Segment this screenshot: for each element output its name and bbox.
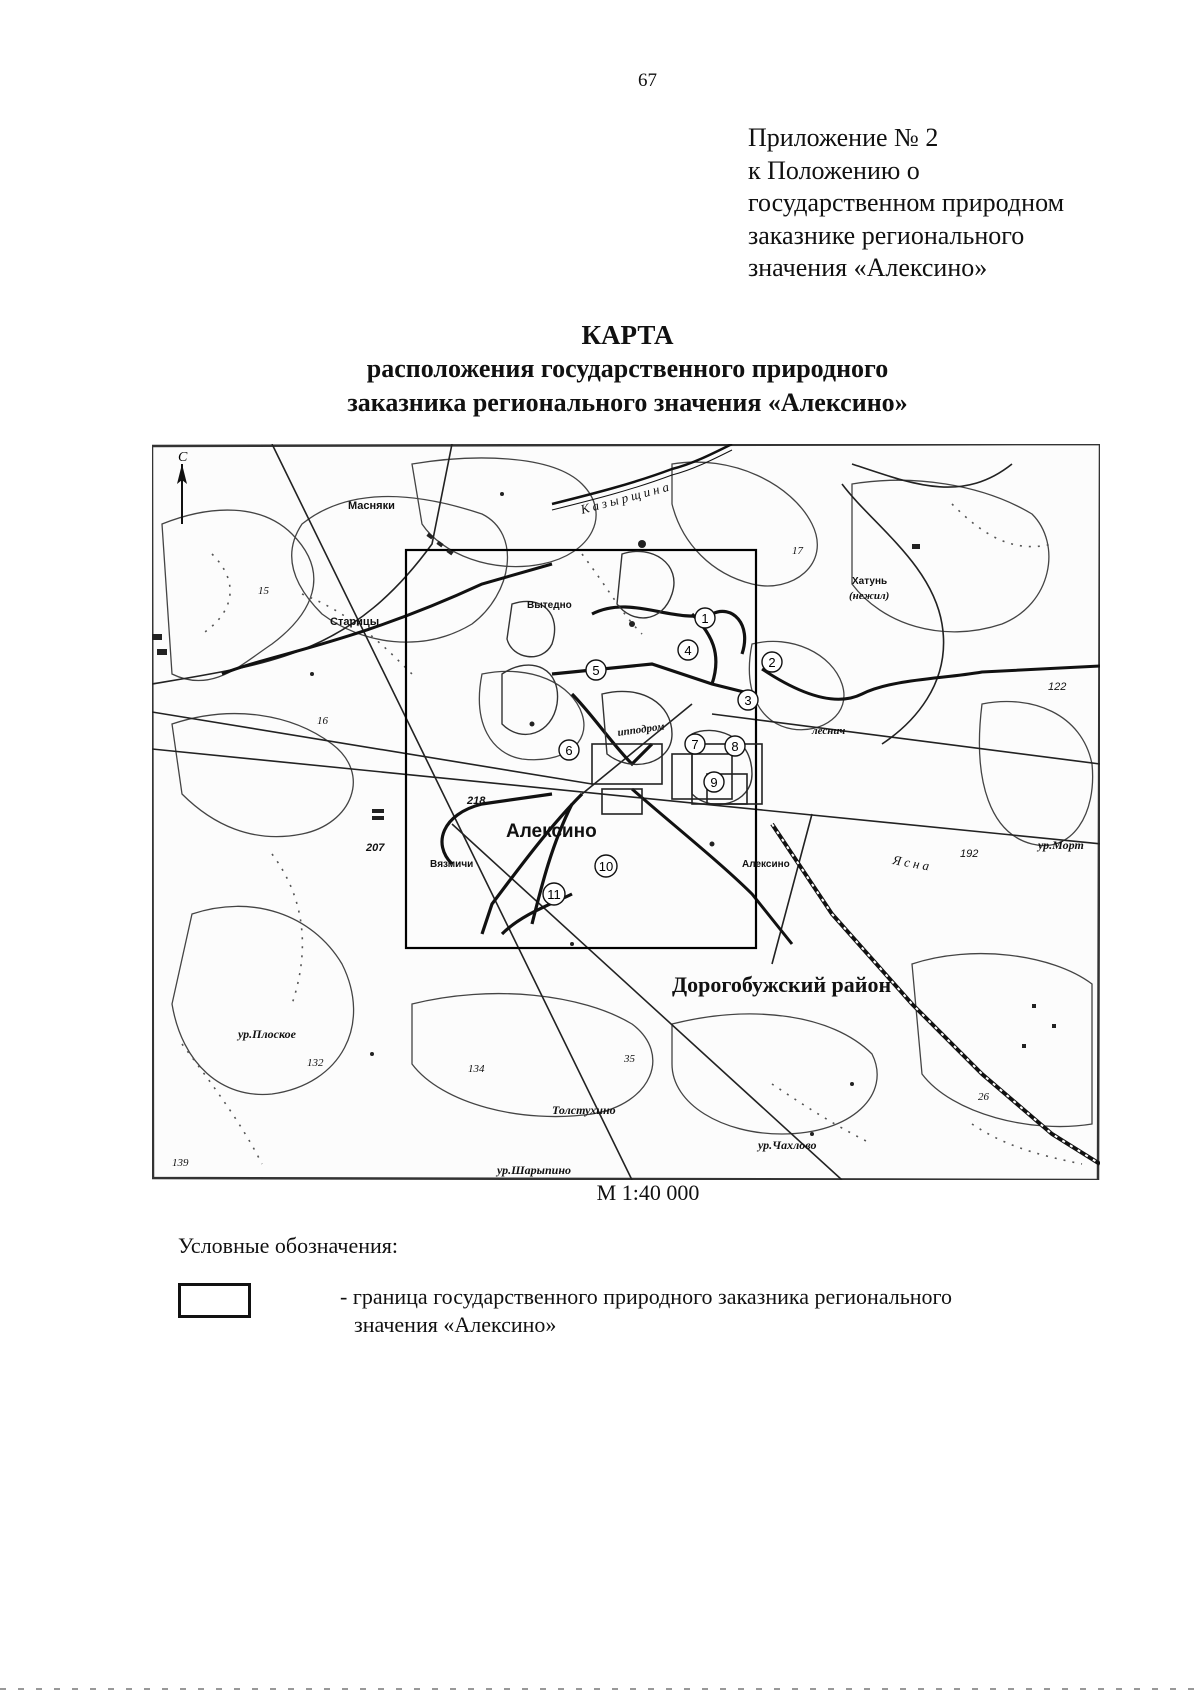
page-bottom-edge [0,1688,1200,1690]
marker-7 [685,734,705,754]
svg-text:8: 8 [731,739,739,754]
label-khatun: Хатунь [852,576,888,587]
map-background [152,444,1100,1180]
elev-139: 139 [172,1157,189,1169]
svg-text:2: 2 [768,655,776,670]
appendix-line: заказнике регионального [748,220,1025,250]
legend-item-line-2: значения «Алексино» [354,1312,557,1337]
label-aleksino-big: Алексино [506,821,597,842]
legend-heading: Условные обозначения: [178,1233,399,1258]
svg-text:10: 10 [598,859,614,874]
marker-11 [543,883,565,905]
legend-item [340,1283,1060,1339]
svg-text:11: 11 [547,887,561,902]
reserve-map [152,444,1100,1180]
marker-5 [586,660,606,680]
elev-132: 132 [307,1057,324,1069]
elev-26: 26 [978,1091,989,1103]
appendix-line: Приложение № 2 [748,123,939,152]
elev-122: 122 [1048,681,1067,693]
svg-text:1: 1 [701,611,709,626]
page-number: 67 [638,70,657,91]
label-district: Дорогобужский район [672,972,892,997]
label-ur-sharypino: ур.Шарыпино [497,1163,572,1177]
document-title [0,318,1200,420]
marker-10 [595,855,617,877]
label-ippodrom: ипподром [616,720,666,739]
svg-text:6: 6 [565,743,573,758]
elev-218: 218 [467,795,486,807]
marker-6 [559,740,579,760]
elev-35: 35 [624,1053,635,1065]
marker-8 [725,736,745,756]
label-yasna: Я с н а [891,852,931,874]
elev-207: 207 [366,842,385,854]
map-scale: М 1:40 000 [596,1180,700,1205]
appendix-line: значения «Алексино» [748,253,988,282]
title-line-3: заказника регионального значения «Алексино» [347,388,908,417]
title-line-2: расположения государственного природного [366,354,889,383]
label-ur-chakhlovo: ур.Чахлово [758,1138,817,1152]
elev-17: 17 [792,545,803,557]
marker-3 [738,690,758,710]
marker-1 [695,608,715,628]
label-aleksino-small: Алексино [742,859,790,870]
label-staritsy: Старицы [330,616,380,628]
svg-text:7: 7 [691,737,699,752]
label-lesnich: леснич [812,725,846,737]
appendix-note [748,122,1178,285]
label-ur-plosskoe: ур.Плоское [238,1027,296,1041]
svg-text:4: 4 [684,643,692,658]
label-masnyaki: Масняки [348,500,395,512]
svg-text:5: 5 [592,663,600,678]
elev-134: 134 [468,1063,485,1075]
elev-15: 15 [258,585,269,597]
marker-9 [704,772,724,792]
title-main: КАРТА [581,320,674,350]
compass-label: С [178,450,188,465]
svg-text:9: 9 [710,775,718,790]
label-kazyrshchina: К а з ы р щ и н а [578,478,671,517]
legend-item-line-1: - граница государственного природного заказника регионального [340,1284,953,1309]
label-vyazmichi: Вязмичи [430,859,474,870]
label-ur-mort: ур.Морт [1038,838,1084,852]
appendix-line: к Положению о [748,155,920,185]
appendix-line: государственном природном [748,188,1065,217]
svg-text:3: 3 [744,693,752,708]
marker-4 [678,640,698,660]
marker-2 [762,652,782,672]
map-svg [152,444,1100,1180]
elev-16: 16 [317,715,328,727]
elev-192: 192 [960,848,979,860]
label-khatun-note: (нежил) [849,590,890,602]
label-tolstukhino: Толстухино [552,1103,616,1117]
label-vyshedno: Вытедно [527,600,572,611]
legend-boundary-swatch [178,1283,251,1318]
